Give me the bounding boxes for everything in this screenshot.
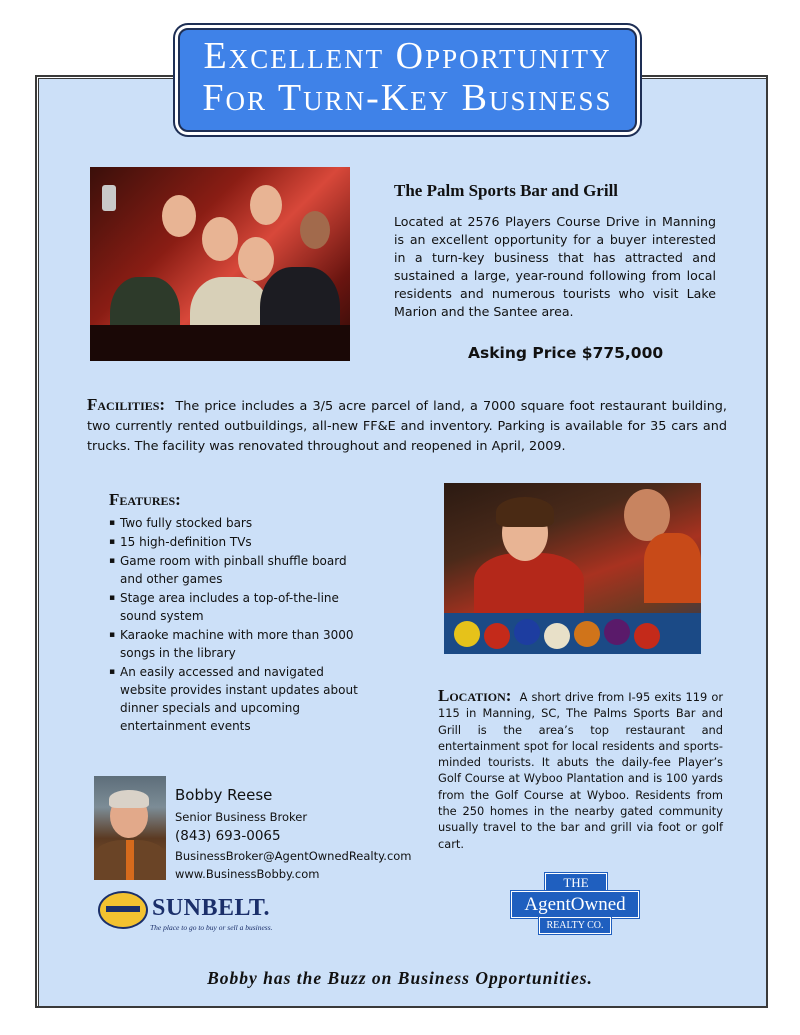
broker-phone: (843) 693-0065: [175, 828, 281, 844]
banner-line-1: Excellent Opportunity: [203, 35, 612, 77]
list-item: ▪ Two fully stocked bars: [109, 514, 359, 532]
property-name: The Palm Sports Bar and Grill: [394, 181, 619, 200]
list-item: ▪ Stage area includes a top-of-the-line sound system: [109, 589, 359, 625]
features-heading: Features:: [109, 490, 181, 509]
location-heading: Location:: [438, 686, 512, 705]
banner-line-2: For Turn-Key Business: [202, 77, 613, 119]
property-description: Located at 2576 Players Course Drive in Manning is an excellent opportunity for a buyer interested in a turn-key business that has attracted and sustained a large, year-round following from local residents and numerous tourists who visit Lake Marion and the Santee area.: [394, 214, 716, 319]
billiards-photo: [444, 483, 701, 654]
location-section: [438, 688, 723, 852]
sunbelt-logo: [98, 889, 288, 935]
broker-name: Bobby Reese: [175, 786, 273, 804]
sunbelt-tagline: The place to go to buy or sell a business.: [150, 923, 273, 932]
footer-tagline: Bobby has the Buzz on Business Opportunities.: [207, 968, 593, 988]
agentowned-logo-top: THE: [545, 873, 607, 892]
broker-email: BusinessBroker@AgentOwnedRealty.com: [175, 849, 412, 863]
broker-title: Senior Business Broker: [175, 810, 308, 824]
list-item: ▪ 15 high-definition TVs: [109, 533, 359, 551]
list-item: ▪ An easily accessed and navigated website provides instant updates about dinner specials and upcoming entertainment events: [109, 663, 359, 735]
broker-website: www.BusinessBobby.com: [175, 867, 320, 881]
agentowned-logo-name: AgentOwned: [511, 891, 639, 918]
agentowned-logo: [511, 873, 639, 936]
title-banner: [178, 28, 637, 132]
broker-photo: [94, 776, 166, 880]
sunbelt-icon: [98, 891, 148, 929]
list-item: ▪ Game room with pinball shuffle board and other games: [109, 552, 359, 588]
facilities-heading: Facilities:: [87, 395, 166, 414]
agentowned-logo-bottom: REALTY CO.: [539, 917, 611, 934]
sunbelt-wordmark: SUNBELT.: [152, 895, 271, 921]
features-list: [109, 514, 359, 736]
facilities-section: [87, 395, 727, 457]
list-item: ▪ Karaoke machine with more than 3000 songs in the library: [109, 626, 359, 662]
facilities-text: The price includes a 3/5 acre parcel of land, a 7000 square foot restaurant building, two currently rented outbuildings, all-new FF&E and inventory. Parking is available for 35 cars and trucks. The facility was renovated throughout and reopened in April, 2009.: [87, 399, 727, 454]
bar-group-photo: [90, 167, 350, 361]
asking-price: Asking Price $775,000: [468, 344, 664, 362]
location-text: A short drive from I-95 exits 119 or 115 in Manning, SC, The Palms Sports Bar and Grill is the area’s top restaurant and entertainment spot for local residents and sports-minded tourists. It abuts the daily-fee Player’s Golf Course at Wyboo Plantation and is 100 yards from the Golf Course at Wyboo. Residents from the 250 homes in the nearby gated community usually travel to the bar and grill via foot or golf cart.: [438, 690, 723, 851]
